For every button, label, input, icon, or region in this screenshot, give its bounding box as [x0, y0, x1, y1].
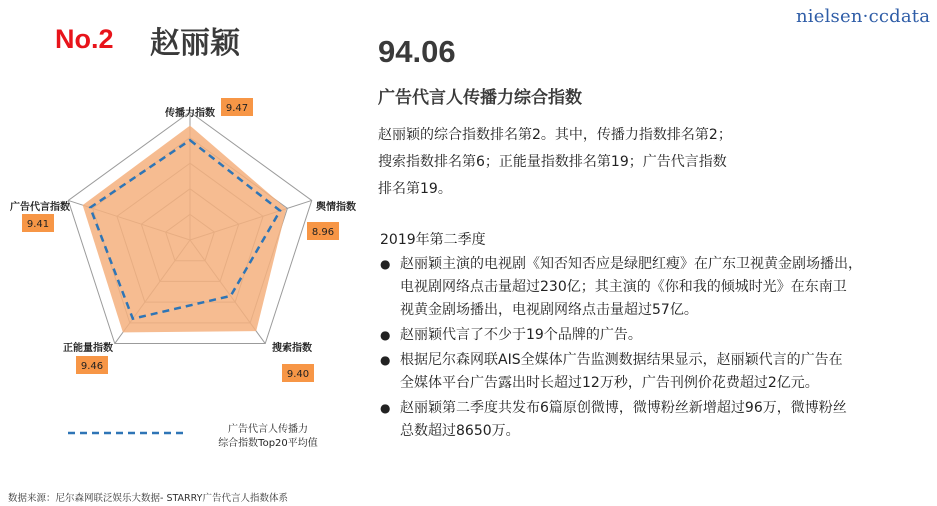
axis-label: 广告代言指数: [10, 202, 70, 213]
list-item-line: 总数超过8650万。: [400, 423, 520, 439]
list-item: [380, 397, 920, 443]
quarter-label: 2019年第二季度: [380, 232, 486, 248]
nielsen-ccdata-logo: nielsen·ccdata: [796, 6, 931, 27]
score-title: 广告代言人传播力综合指数: [378, 88, 582, 108]
list-item-line: 根据尼尔森网联AIS全媒体广告监测数据结果显示，赵丽颖代言的广告在: [400, 352, 843, 368]
value-label: 8.96: [311, 227, 335, 238]
axis-label: 正能量指数: [63, 343, 113, 354]
value-label: 9.40: [286, 369, 310, 380]
summary-line: 赵丽颖的综合指数排名第2。其中，传播力指数排名第2；: [378, 127, 732, 143]
legend-label: 综合指数Top20平均值: [218, 438, 318, 449]
radar-chart: [0, 0, 360, 470]
series-area-celebrity: [83, 126, 287, 333]
axis-label: 搜索指数: [272, 343, 312, 354]
list-item-line: 全媒体平台广告露出时长超过12万秒，广告刊例价花费超过2亿元。: [400, 375, 819, 391]
summary-text: [378, 122, 798, 203]
data-source-note: 数据来源：尼尔森网联泛娱乐大数据- STARRY广告代言人指数体系: [8, 493, 288, 504]
list-item: [380, 324, 920, 347]
composite-score: 94.06: [378, 34, 456, 69]
rank-label: No.2: [55, 24, 114, 54]
bullet-dot-icon: ●: [380, 328, 391, 342]
bullet-dot-icon: ●: [380, 353, 391, 367]
list-item-line: 赵丽颖代言了不少于19个品牌的广告。: [400, 327, 642, 343]
summary-line: 排名第19。: [378, 181, 452, 197]
highlights-list: [380, 253, 920, 445]
bullet-dot-icon: ●: [380, 257, 391, 271]
summary-line: 搜索指数排名第6；正能量指数排名第19；广告代言指数: [378, 154, 727, 170]
axis-label: 传播力指数: [165, 108, 215, 119]
list-item-line: 视黄金剧场播出，电视剧网络点击量超过57亿。: [400, 302, 698, 318]
value-label: 9.46: [80, 361, 104, 372]
list-item-line: 电视剧网络点击量超过230亿；其主演的《你和我的倾城时光》在东南卫: [400, 279, 847, 295]
value-label: 9.41: [26, 219, 50, 230]
legend-label: 广告代言人传播力: [228, 424, 308, 435]
value-label: 9.47: [225, 103, 249, 114]
list-item: [380, 253, 920, 322]
list-item-line: 赵丽颖第二季度共发布6篇原创微博，微博粉丝新增超过96万，微博粉丝: [400, 400, 847, 416]
celebrity-name: 赵丽颖: [150, 26, 240, 61]
axis-label: 舆情指数: [316, 202, 356, 213]
bullet-dot-icon: ●: [380, 401, 391, 415]
list-item: [380, 349, 920, 395]
list-item-line: 赵丽颖主演的电视剧《知否知否应是绿肥红瘦》在广东卫视黄金剧场播出，: [400, 256, 862, 272]
